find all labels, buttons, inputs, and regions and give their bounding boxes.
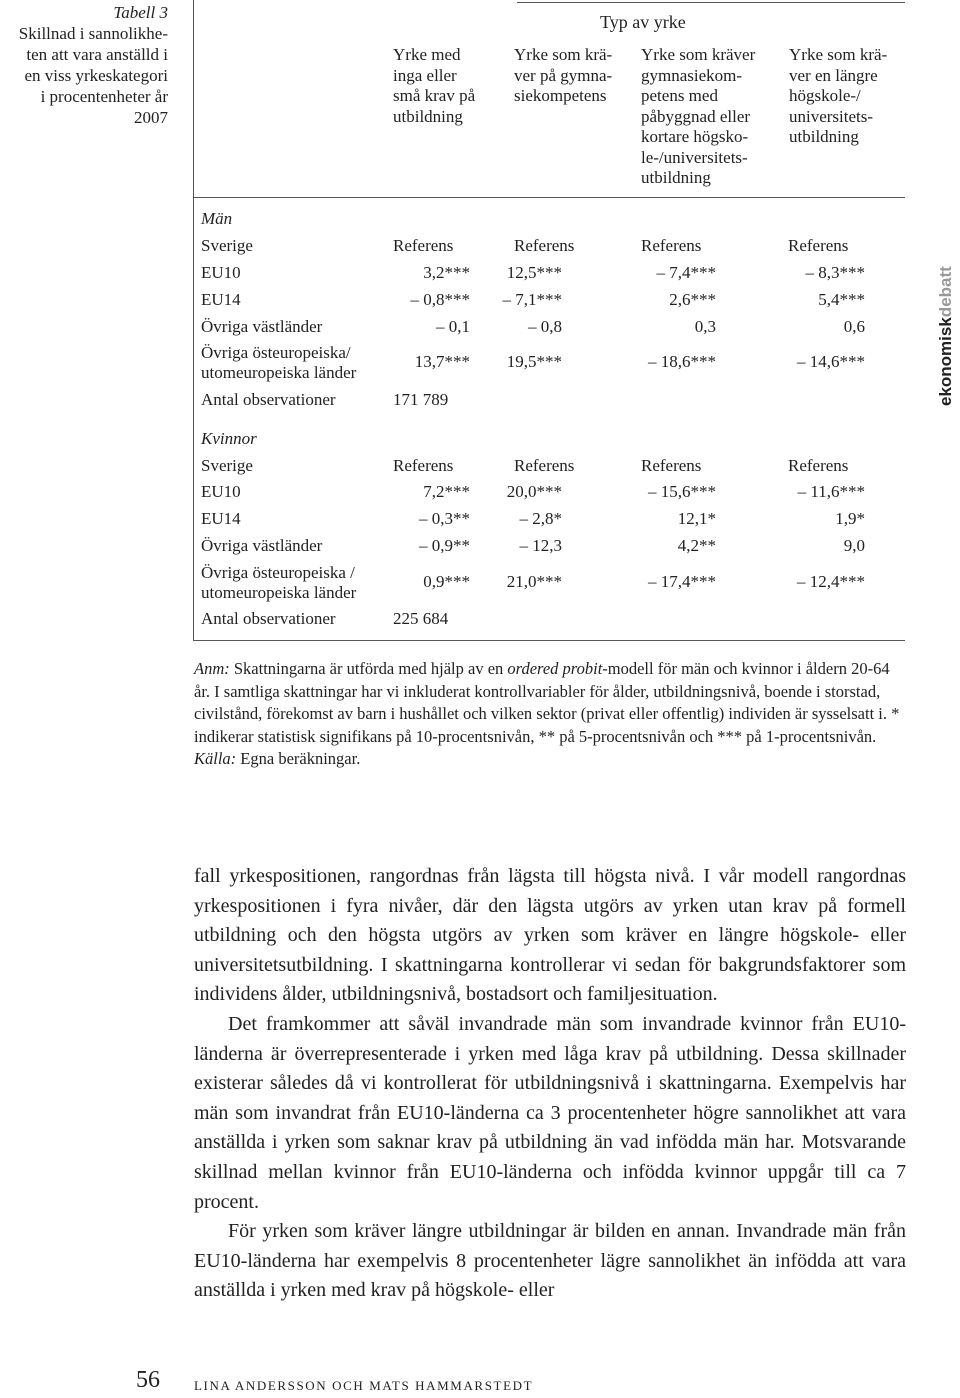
table-cell: 0,3 (694, 317, 716, 336)
column-header-line: högskole-/ (789, 86, 861, 105)
table-cell: Referens (514, 456, 575, 475)
table-cell: Referens (788, 236, 849, 255)
row-label: EU10 (201, 263, 241, 282)
note-text: Skattningarna är utförda med hjälp av en (233, 659, 504, 678)
row-label: EU10 (201, 482, 241, 501)
source-line (194, 748, 908, 771)
column-header-line: Yrke som krä- (789, 45, 888, 64)
source-text: Egna beräkningar. (240, 749, 361, 769)
section-label-women: Kvinnor (201, 429, 257, 448)
row-label: Övriga västländer (201, 536, 323, 555)
column-header-line: inga eller (393, 65, 457, 85)
row-label-line: utomeuropeiska länder (201, 583, 357, 602)
ekonomiskdebatt-logo (922, 246, 960, 406)
row-label (201, 343, 356, 383)
table-cell: Referens (641, 236, 702, 255)
row-label: Övriga västländer (201, 317, 323, 336)
body-text (194, 862, 906, 1306)
logo-bold-text: ekonomisk (936, 317, 955, 406)
row-label (201, 563, 356, 603)
body-paragraph: fall yrkespositionen, rangordnas från lägsta till högsta nivå. I vår modell rangordnas yrkespositionen i fyra nivåer, där den lägsta utgörs av yrken utan krav på formell utbildning och den högsta utgörs av yrken som kräver en längre högskole- eller universitetsutbildning. I skattningarna kontrollerar vi sedan för bakgrundsfaktorer som individens ålder, utbildningsnivå, bostadsort och familjesituation. (194, 865, 906, 1006)
table-caption-line: en viss yrkeskategori (24, 66, 168, 85)
column-header-4 (789, 45, 887, 148)
table-cell: – 8,3*** (805, 263, 865, 282)
row-label: Sverige (201, 236, 253, 255)
row-label-line: utomeuropeiska länder (201, 363, 357, 382)
table-cell: – 11,6*** (797, 482, 865, 501)
row-label: Antal observationer (201, 609, 336, 628)
table-cell: 20,0*** (506, 482, 562, 501)
column-header-line: ver på gymna- (514, 65, 613, 85)
column-header-line: siekompetens (514, 86, 607, 105)
row-label-line: Övriga östeuropeiska / (201, 563, 355, 582)
column-header-2 (514, 45, 612, 107)
table-cell: 21,0*** (506, 572, 562, 591)
table-caption-line: 2007 (134, 108, 168, 127)
table-cell: Referens (641, 456, 702, 475)
table-cell: 3,2*** (423, 263, 470, 282)
table-cell: – 7,1*** (502, 290, 562, 309)
observations-value: 171 789 (393, 390, 449, 409)
table-cell: – 0,8*** (410, 290, 470, 309)
note-label: Anm: (194, 659, 230, 678)
table-cell: – 17,4*** (648, 572, 716, 591)
source-label: Källa: (194, 749, 237, 769)
column-header-line: utbildning (641, 168, 711, 187)
column-header-1 (393, 45, 475, 127)
table-cell: – 0,1 (436, 317, 470, 336)
table-cell: Referens (788, 456, 849, 475)
table-cell: 7,2*** (423, 482, 470, 501)
column-header-line: Yrke som krä- (514, 45, 613, 64)
table-cell: 5,4*** (818, 290, 865, 309)
body-paragraph: För yrken som kräver längre utbildningar är bilden en annan. Invandrade män från EU10-länderna har exempelvis 8 procentenheter lägre sannolikhet än infödda att vara anställda i yrken med krav på högskole- eller (194, 1220, 906, 1302)
column-header-line: gymnasiekom- (641, 65, 743, 85)
table-cell: Referens (393, 236, 454, 255)
table-cell: 12,1* (677, 509, 716, 528)
row-label-line: Övriga östeuropeiska/ (201, 343, 351, 362)
row-label: EU14 (201, 290, 241, 309)
table-cell: Referens (393, 456, 454, 475)
table-cell: 0,6 (843, 317, 865, 336)
table-caption-line: Skillnad i sannolikhe- (18, 24, 168, 43)
table-cell: – 15,6*** (648, 482, 716, 501)
table-bottom-rule (193, 640, 905, 641)
table-row (201, 317, 881, 343)
note-italic-term: ordered probit (507, 659, 603, 678)
table-row (201, 343, 881, 385)
table-cell: 9,0 (843, 536, 865, 555)
table-caption-line: ten att vara anställd i (26, 45, 168, 64)
observations-row (201, 609, 881, 635)
body-paragraph: Det framkommer att såväl invandrade män som invandrade kvinnor från EU10-länderna är överrepresenterade i yrken med låga krav på utbildning. Dessa skillnader existerar således då vi kontrollerat för utbildningsnivå i skattningarna. Exempelvis har män som invandrat från EU10-länderna ca 3 procentenheter högre sannolikhet att vara anställda i yrken som saknar krav på utbildning än vad infödda män har. Motsvarande skillnad mellan kvinnor från EU10-länderna och infödda kvinnor uppgår till ca 7 procent. (194, 1012, 906, 1213)
table-cell: – 0,3** (419, 509, 470, 528)
table-top-rule (517, 2, 905, 3)
note-paragraph (194, 658, 908, 748)
column-header-line: påbyggnad eller (641, 106, 751, 126)
table-caption-title: Tabell 3 (113, 3, 168, 22)
column-header-line: Yrke med (393, 45, 461, 64)
table-row (201, 236, 881, 262)
table-cell: 4,2** (677, 536, 716, 555)
note-text: -modell för män och kvinnor i åldern 20-64 år. I samtliga skattningar har vi inkluderat kontrollvariabler för ålder, utbildningsnivå, boende i storstad, civilstånd, förekomst av barn i hushållet och vilken sektor (privat eller offentlig) individen är sysselsatt i. * indikerar statistisk signifikans på 10-procentsnivån, ** på 5-procentsnivån och *** på 1-procentsnivån. (194, 659, 900, 746)
table-cell: 0,9*** (423, 572, 470, 591)
table-cell: – 12,3 (519, 536, 562, 555)
column-header-line: utbildning (393, 106, 463, 126)
running-footer-authors: LINA ANDERSSON OCH MATS HAMMARSTEDT (194, 1378, 534, 1393)
table-row (201, 536, 881, 562)
column-header-line: Yrke som kräver (641, 45, 756, 64)
table-cell: 13,7*** (414, 352, 470, 371)
table-row (201, 263, 881, 289)
table-caption-line: i procentenheter år (40, 87, 168, 106)
table-caption (0, 2, 168, 128)
table-cell: – 12,4*** (797, 572, 865, 591)
observations-value: 225 684 (393, 609, 449, 628)
table-cell: Referens (514, 236, 575, 255)
table-cell: – 14,6*** (797, 352, 865, 371)
column-header-3 (641, 45, 755, 189)
observations-row (201, 390, 881, 416)
column-header-line: le-/universitets- (641, 147, 748, 167)
table-cell: – 0,9** (419, 536, 470, 555)
table-cell: – 7,4*** (656, 263, 716, 282)
column-header-line: utbildning (789, 127, 859, 146)
table-cell: – 2,8* (519, 509, 562, 528)
table-row (201, 456, 881, 482)
table-cell: 19,5*** (506, 352, 562, 371)
table-cell: 1,9* (835, 509, 865, 528)
table-cell: 12,5*** (506, 263, 562, 282)
table-cell: – 18,6*** (648, 352, 716, 371)
table-cell: 2,6*** (669, 290, 716, 309)
column-header-line: små krav på (393, 86, 476, 105)
group-header: Typ av yrke (600, 12, 686, 32)
section-label-men: Män (201, 209, 233, 228)
table-row (201, 563, 881, 605)
page-number: 56 (136, 1367, 160, 1393)
table-row (201, 509, 881, 535)
column-header-line: universitets- (789, 106, 874, 126)
column-header-line: kortare högsko- (641, 127, 749, 146)
table-cell: – 0,8 (528, 317, 562, 336)
row-label: EU14 (201, 509, 241, 528)
table-row (201, 290, 881, 316)
logo-light-text: debatt (936, 266, 955, 318)
column-header-line: ver en längre (789, 65, 878, 85)
table-row (201, 482, 881, 508)
table-left-border (193, 0, 194, 640)
logo-text (936, 266, 956, 406)
column-header-line: petens med (641, 86, 718, 105)
row-label: Antal observationer (201, 390, 336, 409)
table-header-rule (193, 197, 905, 198)
row-label: Sverige (201, 456, 253, 475)
table-note (194, 658, 908, 771)
